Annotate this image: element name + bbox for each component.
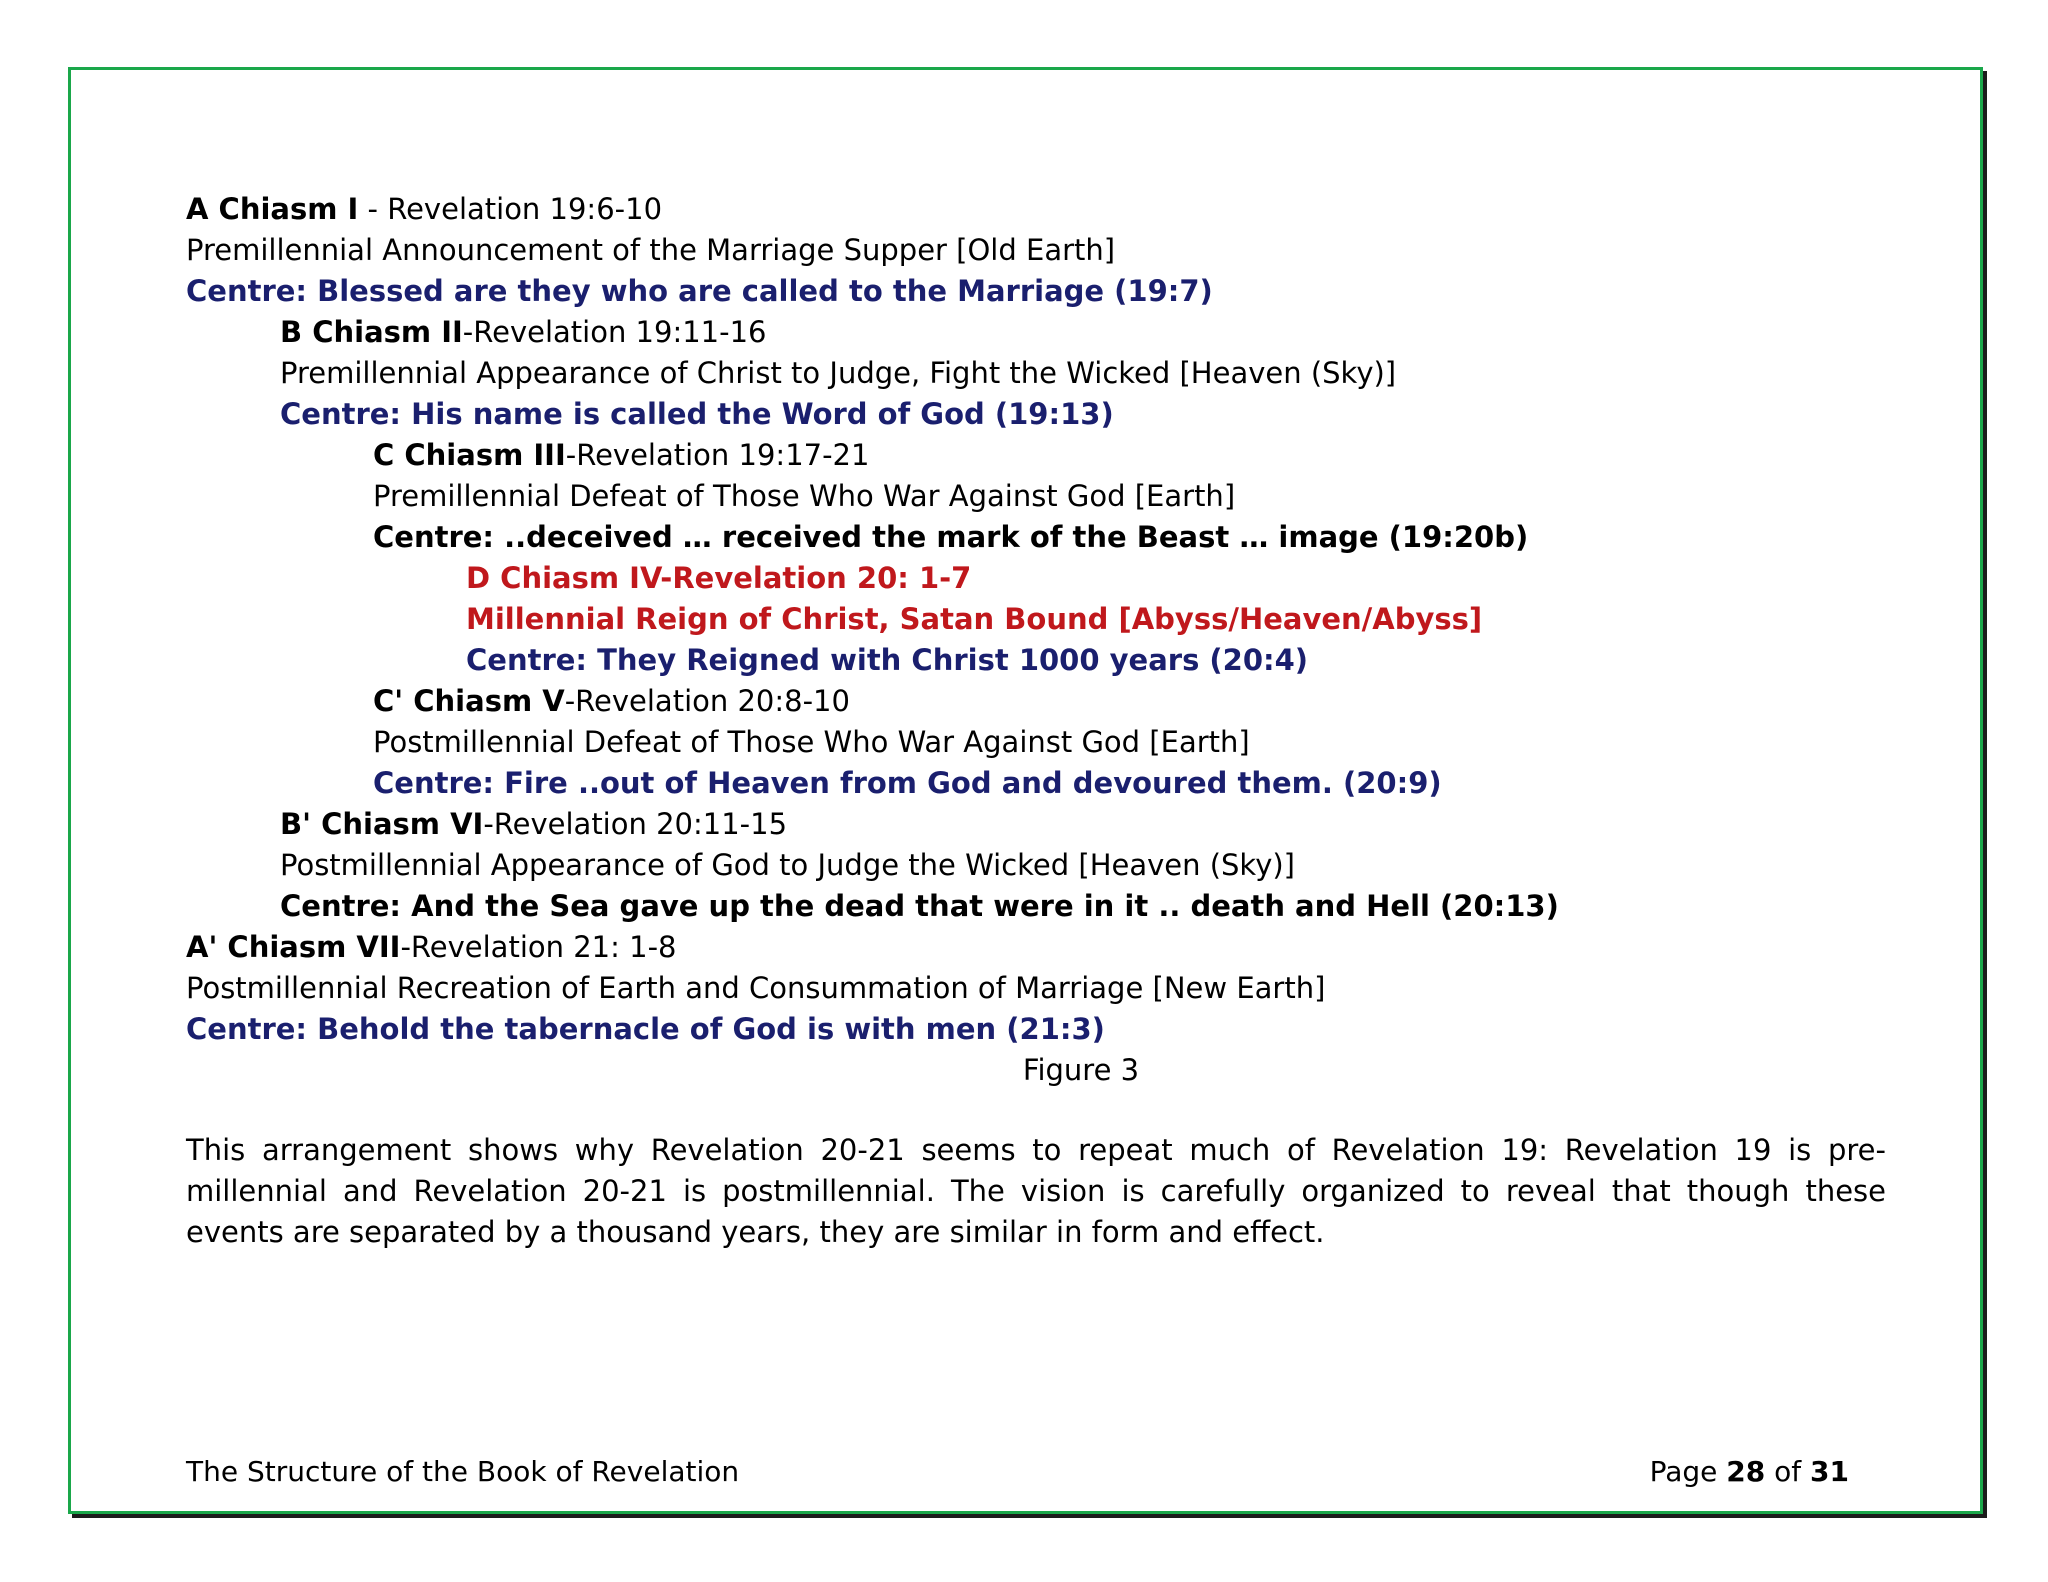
chiasm-c-ref: -Revelation 19:17-21 [565, 438, 870, 472]
chiasm-b-prime-ref: -Revelation 20:11-15 [483, 807, 788, 841]
chiasm-c-prime-heading [373, 681, 850, 722]
chiasm-b-prime-centre: Centre: And the Sea gave up the dead that were in it .. death and Hell (20:13) [280, 889, 1559, 923]
chiasm-a-prime-label: A' Chiasm VII [186, 930, 401, 964]
chiasm-c-label: C Chiasm III [373, 438, 566, 472]
figure-caption: Figure 3 [1022, 1053, 1140, 1087]
chiasm-b-prime-label: B' Chiasm VI [280, 807, 484, 841]
page-of: of [1765, 1455, 1811, 1488]
chiasm-a-prime-ref: -Revelation 21: 1-8 [400, 930, 677, 964]
chiasm-d-desc: Millennial Reign of Christ, Satan Bound [Abyss/Heaven/Abyss] [466, 602, 1483, 636]
page-total: 31 [1810, 1455, 1849, 1488]
chiasm-a-ref: - Revelation 19:6-10 [358, 192, 663, 226]
chiasm-c-heading [373, 435, 869, 476]
chiasm-a-prime-heading [186, 927, 676, 968]
chiasm-c-desc: Premillennial Defeat of Those Who War Against God [Earth] [373, 479, 1236, 513]
page-prefix: Page [1649, 1455, 1727, 1488]
chiasm-b-prime-desc: Postmillennial Appearance of God to Judge the Wicked [Heaven (Sky)] [280, 848, 1295, 882]
chiasm-a-centre: Centre: Blessed are they who are called to the Marriage (19:7) [186, 274, 1213, 308]
chiasm-c-prime-desc: Postmillennial Defeat of Those Who War Against God [Earth] [373, 725, 1250, 759]
chiasm-b-heading [280, 312, 767, 353]
chiasm-b-label: B Chiasm II [280, 315, 463, 349]
chiasm-c-centre: Centre: ..deceived … received the mark of the Beast … image (19:20b) [373, 520, 1529, 554]
chiasm-b-desc: Premillennial Appearance of Christ to Judge, Fight the Wicked [Heaven (Sky)] [280, 356, 1397, 390]
chiasm-c-prime-label: C' Chiasm V [373, 684, 565, 718]
chiasm-a-desc: Premillennial Announcement of the Marriage Supper [Old Earth] [186, 233, 1116, 267]
chiasm-a-heading [186, 189, 662, 230]
chiasm-a-prime-desc: Postmillennial Recreation of Earth and Consummation of Marriage [New Earth] [186, 971, 1326, 1005]
chiasm-b-ref: -Revelation 19:11-16 [462, 315, 767, 349]
body-paragraph: This arrangement shows why Revelation 20-21 seems to repeat much of Revelation 19: Revelation 19 is pre-millennial and Revelation 20-21 is postmillennial. The vision is carefully organized to reveal that though these events are separated by a thousand years, they are similar in form and effect. [186, 1133, 1886, 1249]
chiasm-b-centre: Centre: His name is called the Word of God (19:13) [280, 397, 1114, 431]
chiasm-a-label: A Chiasm I [186, 192, 359, 226]
chiasm-b-prime-heading [280, 804, 787, 845]
chiasm-d-centre: Centre: They Reigned with Christ 1000 years (20:4) [466, 643, 1309, 677]
page-current: 28 [1726, 1455, 1766, 1488]
chiasm-c-prime-centre: Centre: Fire ..out of Heaven from God and devoured them. (20:9) [373, 766, 1442, 800]
chiasm-d-heading: D Chiasm IV-Revelation 20: 1-7 [466, 561, 972, 595]
chiasm-c-prime-ref: -Revelation 20:8-10 [564, 684, 850, 718]
chiasm-a-prime-centre: Centre: Behold the tabernacle of God is with men (21:3) [186, 1012, 1105, 1046]
footer-document-title: The Structure of the Book of Revelation [186, 1455, 740, 1488]
footer-page-number [1650, 1454, 1849, 1490]
